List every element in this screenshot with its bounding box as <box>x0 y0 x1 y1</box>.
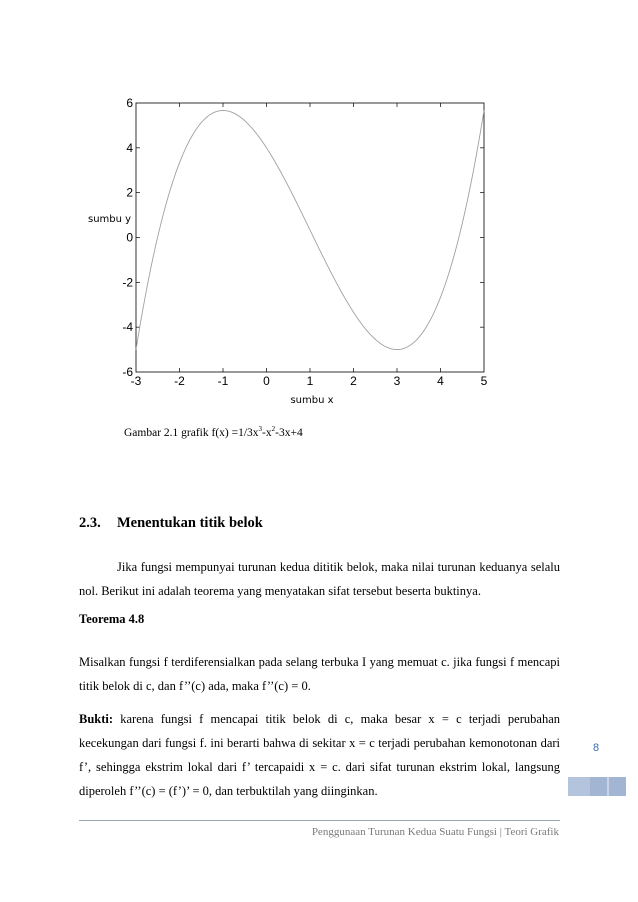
x-tick-label: 2 <box>350 374 357 388</box>
y-tick-label: -6 <box>122 365 133 379</box>
theorem-title: Teorema 4.8 <box>79 612 145 626</box>
x-axis-label: sumbu x <box>290 395 334 406</box>
proof-text: karena fungsi f mencapai titik belok di c, maka besar x = c terjadi perubahan kecekungan dari fungsi f. ini berarti bahwa di sekitar x = c terjadi perubahan kemonotonan dari f’, sehingga ekstrim lokal dari f’ tercapaidi x = c. dari sifat turunan ekstrim lokal, langsung diperoleh f’’(c) = (f’)’ = 0, dan terbuktilah yang diinginkan. <box>79 712 560 798</box>
y-tick-label: 2 <box>126 185 133 200</box>
x-tick-label: -3 <box>130 374 142 388</box>
x-tick-label: 5 <box>480 374 488 388</box>
page-corner-decoration <box>568 774 626 798</box>
footer-divider <box>79 820 560 821</box>
y-tick-label: 4 <box>126 140 133 155</box>
x-tick-label: -2 <box>174 374 185 388</box>
intro-paragraph: Jika fungsi mempunyai turunan kedua dititik belok, maka nilai turunan keduanya selalu nol. Berikut ini adalah teorema yang menyatakan sifat tersebut beserta buktinya. <box>79 560 560 598</box>
y-tick-label: -4 <box>122 320 133 335</box>
section-title: Menentukan titik belok <box>117 515 263 531</box>
x-tick-label: 3 <box>393 374 401 388</box>
x-tick-label: 1 <box>306 374 314 388</box>
proof-label: Bukti: <box>79 712 114 726</box>
x-tick-label: -1 <box>217 374 229 388</box>
y-tick-label: 0 <box>126 230 133 245</box>
theorem-statement: Misalkan fungsi f terdiferensialkan pada selang terbuka I yang memuat c. jika fungsi f mencapi titik belok di c, dan f’’(c) ada, maka f’’(c) = 0. <box>79 655 560 693</box>
y-tick-label: -2 <box>122 275 133 290</box>
y-tick-label: 6 <box>126 96 133 110</box>
proof-paragraph <box>79 707 560 803</box>
page-footer: Penggunaan Turunan Kedua Suatu Fungsi | Teori Grafik <box>311 826 559 838</box>
figure-caption: Gambar 2.1 grafik $f(x) =1/3x^3-x^2-3x+4$ <box>124 425 303 439</box>
x-tick-label: 4 <box>437 374 444 388</box>
y-axis-label: sumbu y <box>88 214 132 225</box>
section-number: 2.3. <box>79 515 101 531</box>
x-tick-label: 0 <box>263 374 270 388</box>
page-number: 8 <box>593 742 600 754</box>
section-heading <box>79 515 263 532</box>
function-graph <box>0 0 638 420</box>
